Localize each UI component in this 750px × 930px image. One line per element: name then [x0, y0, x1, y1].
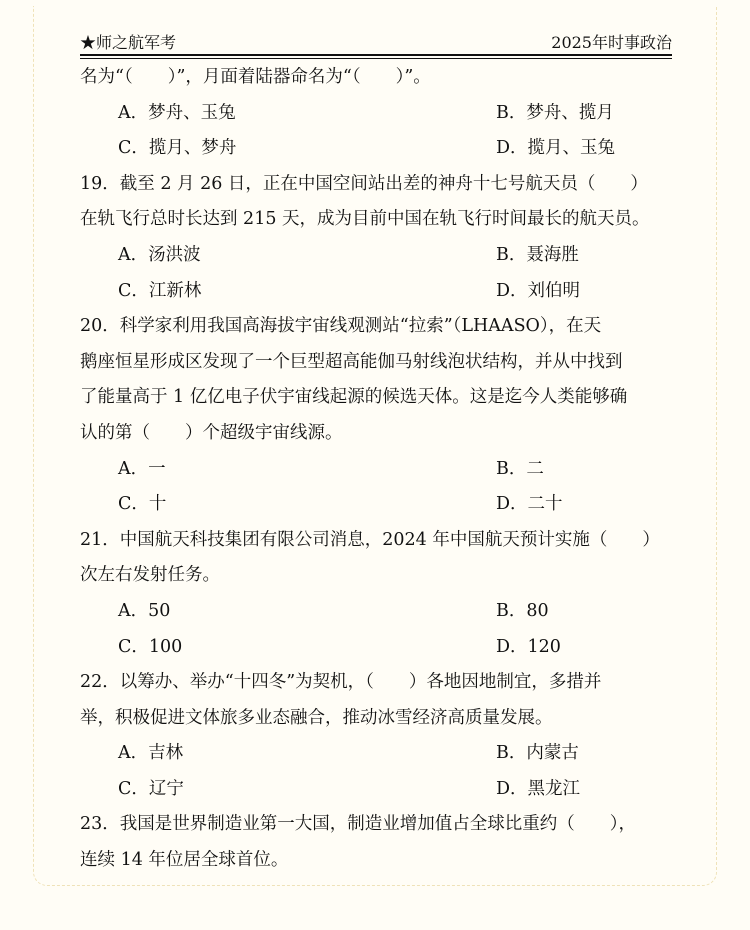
question-20-line-3: 了能量高于 1 亿亿电子伏宇宙线起源的候选天体。这是迄今人类能够确	[80, 387, 628, 408]
option-c: C．揽月、梦舟	[118, 138, 237, 159]
question-21-options-row-2	[80, 630, 672, 666]
question-20-line-4: 认的第（ ）个超级宇宙线源。	[80, 422, 343, 443]
question-18-options-row-1	[80, 96, 672, 132]
question-22-line-2: 举，积极促进文体旅多业态融合，推动冰雪经济高质量发展。	[80, 707, 553, 728]
question-20-options-row-2	[80, 487, 672, 523]
option-b: B．梦舟、揽月	[496, 102, 614, 123]
question-20-line-1: 20．科学家利用我国高海拔宇宙线观测站“拉索”（LHAASO），在天	[80, 316, 602, 337]
option-a: A．梦舟、玉兔	[118, 102, 236, 123]
page-header	[80, 28, 672, 54]
option-d: D．揽月、玉兔	[496, 138, 616, 159]
option-d: D．二十	[496, 494, 563, 515]
question-22-line-1: 22．以筹办、举办“十四冬”为契机，（ ）各地因地制宜，多措并	[80, 672, 602, 693]
question-18-options-row-2	[80, 131, 672, 167]
question-20-line-2: 鹅座恒星形成区发现了一个巨型超高能伽马射线泡状结构，并从中找到	[80, 351, 623, 372]
question-21-options-row-1	[80, 594, 672, 630]
header-subject: 2025年时事政治	[551, 32, 672, 52]
option-c: C．十	[118, 494, 167, 515]
question-19-line-2: 在轨飞行总时长达到 215 天，成为目前中国在轨飞行时间最长的航天员。	[80, 209, 650, 230]
header-rule-thick	[80, 54, 672, 56]
option-c: C．江新林	[118, 280, 202, 301]
option-c: C．辽宁	[118, 778, 184, 799]
question-19-options-row-2	[80, 274, 672, 310]
option-a: A．一	[118, 458, 166, 479]
question-19-options-row-1	[80, 238, 672, 274]
question-18-text-line: 名为“（ ）”，月面着陆器命名为“（ ）”。	[80, 67, 431, 87]
question-23-line-1: 23．我国是世界制造业第一大国，制造业增加值占全球比重约（ ），	[80, 814, 637, 835]
option-d: D．刘伯明	[496, 280, 581, 301]
question-23-line-2: 连续 14 年位居全球首位。	[80, 850, 289, 871]
option-a: A．吉林	[118, 743, 184, 764]
question-22-options-row-1	[80, 736, 672, 772]
option-a: A．汤洪波	[118, 244, 201, 265]
question-21-line-1: 21．中国航天科技集团有限公司消息，2024 年中国航天预计实施（ ）	[80, 529, 660, 550]
option-b: B．聂海胜	[496, 244, 579, 265]
option-d: D．黑龙江	[496, 778, 581, 799]
question-21-line-2: 次左右发射任务。	[80, 565, 220, 586]
question-22-options-row-2	[80, 772, 672, 808]
question-20-options-row-1	[80, 452, 672, 488]
header-rule-thin	[80, 58, 672, 59]
question-list	[80, 60, 672, 879]
header-brand: ★师之航军考	[80, 32, 177, 52]
option-a: A．50	[118, 600, 171, 621]
option-b: B．二	[496, 458, 544, 479]
option-d: D．120	[496, 636, 561, 657]
question-19-line-1: 19．截至 2 月 26 日，正在中国空间站出差的神舟十七号航天员（ ）	[80, 173, 648, 194]
option-b: B．80	[496, 600, 549, 621]
option-b: B．内蒙古	[496, 743, 579, 764]
option-c: C．100	[118, 636, 183, 657]
